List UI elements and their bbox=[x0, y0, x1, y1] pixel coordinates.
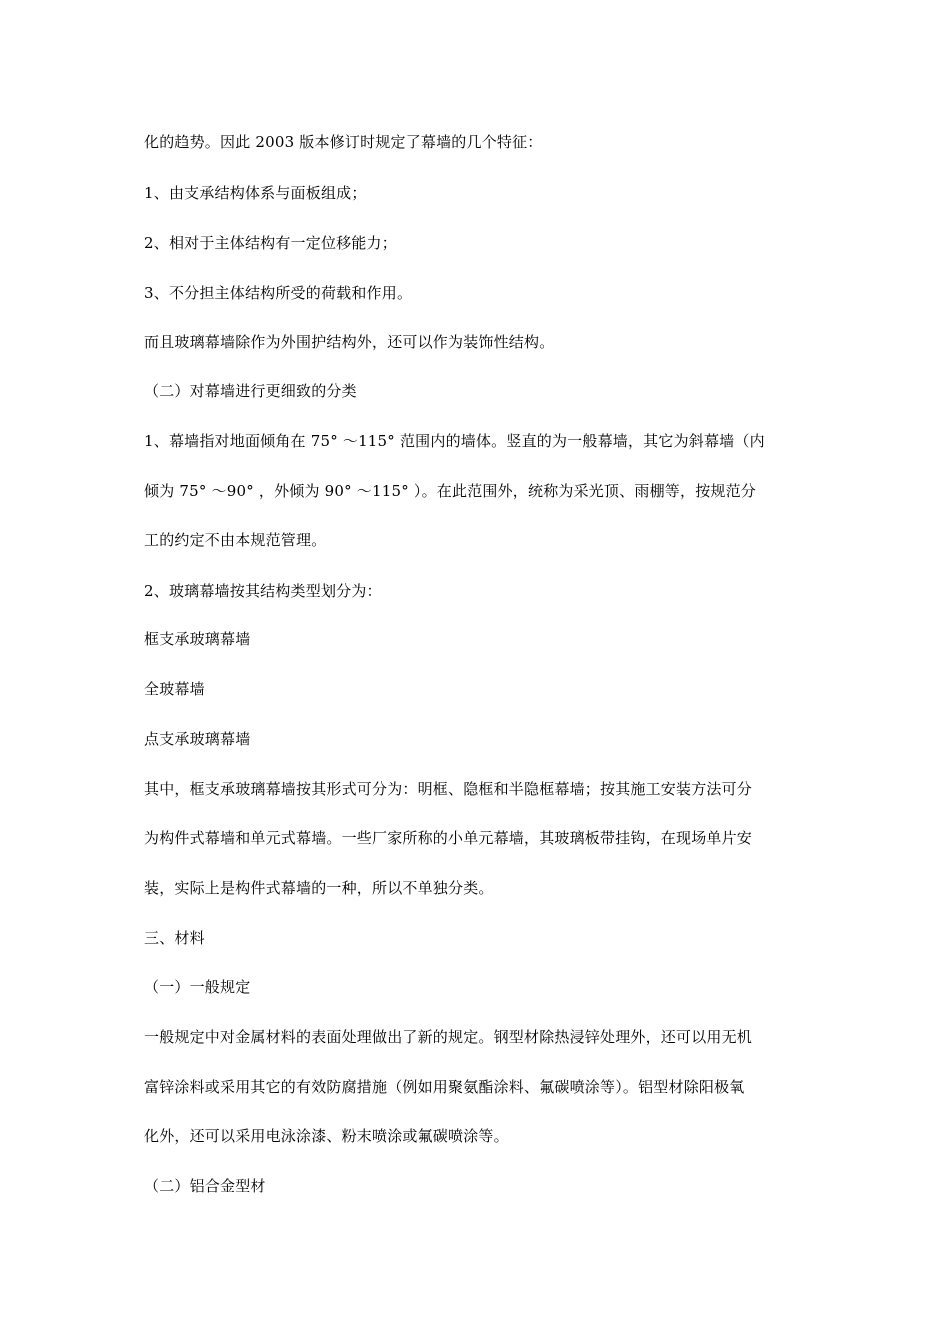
list-item: 全玻幕墙 bbox=[144, 680, 205, 698]
text-line: 2、玻璃幕墙按其结构类型划分为： bbox=[144, 582, 382, 600]
text-line: 装，实际上是构件式幕墙的一种，所以不单独分类。 bbox=[144, 879, 494, 897]
section-heading: （二）铝合金型材 bbox=[144, 1177, 266, 1195]
section-heading: 三、材料 bbox=[144, 929, 205, 947]
text-line: 倾为 75° ～90° ，外倾为 90° ～115° ）。在此范围外，统称为采光顶、雨棚等，按规范分 bbox=[144, 482, 757, 500]
text-line: 为构件式幕墙和单元式幕墙。一些厂家所称的小单元幕墙，其玻璃板带挂钩，在现场单片安 bbox=[144, 829, 753, 847]
section-heading: （一）一般规定 bbox=[144, 978, 251, 996]
text-line: 富锌涂料或采用其它的有效防腐措施（例如用聚氨酯涂料、氟碳喷涂等）。铝型材除阳极氧 bbox=[144, 1078, 745, 1096]
text-line: 其中，框支承玻璃幕墙按其形式可分为：明框、隐框和半隐框幕墙；按其施工安装方法可分 bbox=[144, 780, 753, 798]
text-line: 1、幕墙指对地面倾角在 75° ～115° 范围内的墙体。竖直的为一般幕墙，其它为斜幕墙（内 bbox=[144, 432, 765, 450]
list-item: 框支承玻璃幕墙 bbox=[144, 630, 251, 648]
text-line: 2、相对于主体结构有一定位移能力； bbox=[144, 234, 397, 252]
text-line: 化的趋势。因此 2003 版本修订时规定了幕墙的几个特征： bbox=[144, 133, 543, 151]
text-line: 化外，还可以采用电泳涂漆、粉末喷涂或氟碳喷涂等。 bbox=[144, 1127, 509, 1145]
text-line: 3、不分担主体结构所受的荷载和作用。 bbox=[144, 284, 413, 302]
text-line: 工的约定不由本规范管理。 bbox=[144, 531, 327, 549]
section-heading: （二）对幕墙进行更细致的分类 bbox=[144, 382, 357, 400]
text-line: 1、由支承结构体系与面板组成； bbox=[144, 184, 367, 202]
text-line: 一般规定中对金属材料的表面处理做出了新的规定。钢型材除热浸锌处理外，还可以用无机 bbox=[144, 1028, 753, 1046]
list-item: 点支承玻璃幕墙 bbox=[144, 730, 251, 748]
text-line: 而且玻璃幕墙除作为外围护结构外，还可以作为装饰性结构。 bbox=[144, 333, 555, 351]
